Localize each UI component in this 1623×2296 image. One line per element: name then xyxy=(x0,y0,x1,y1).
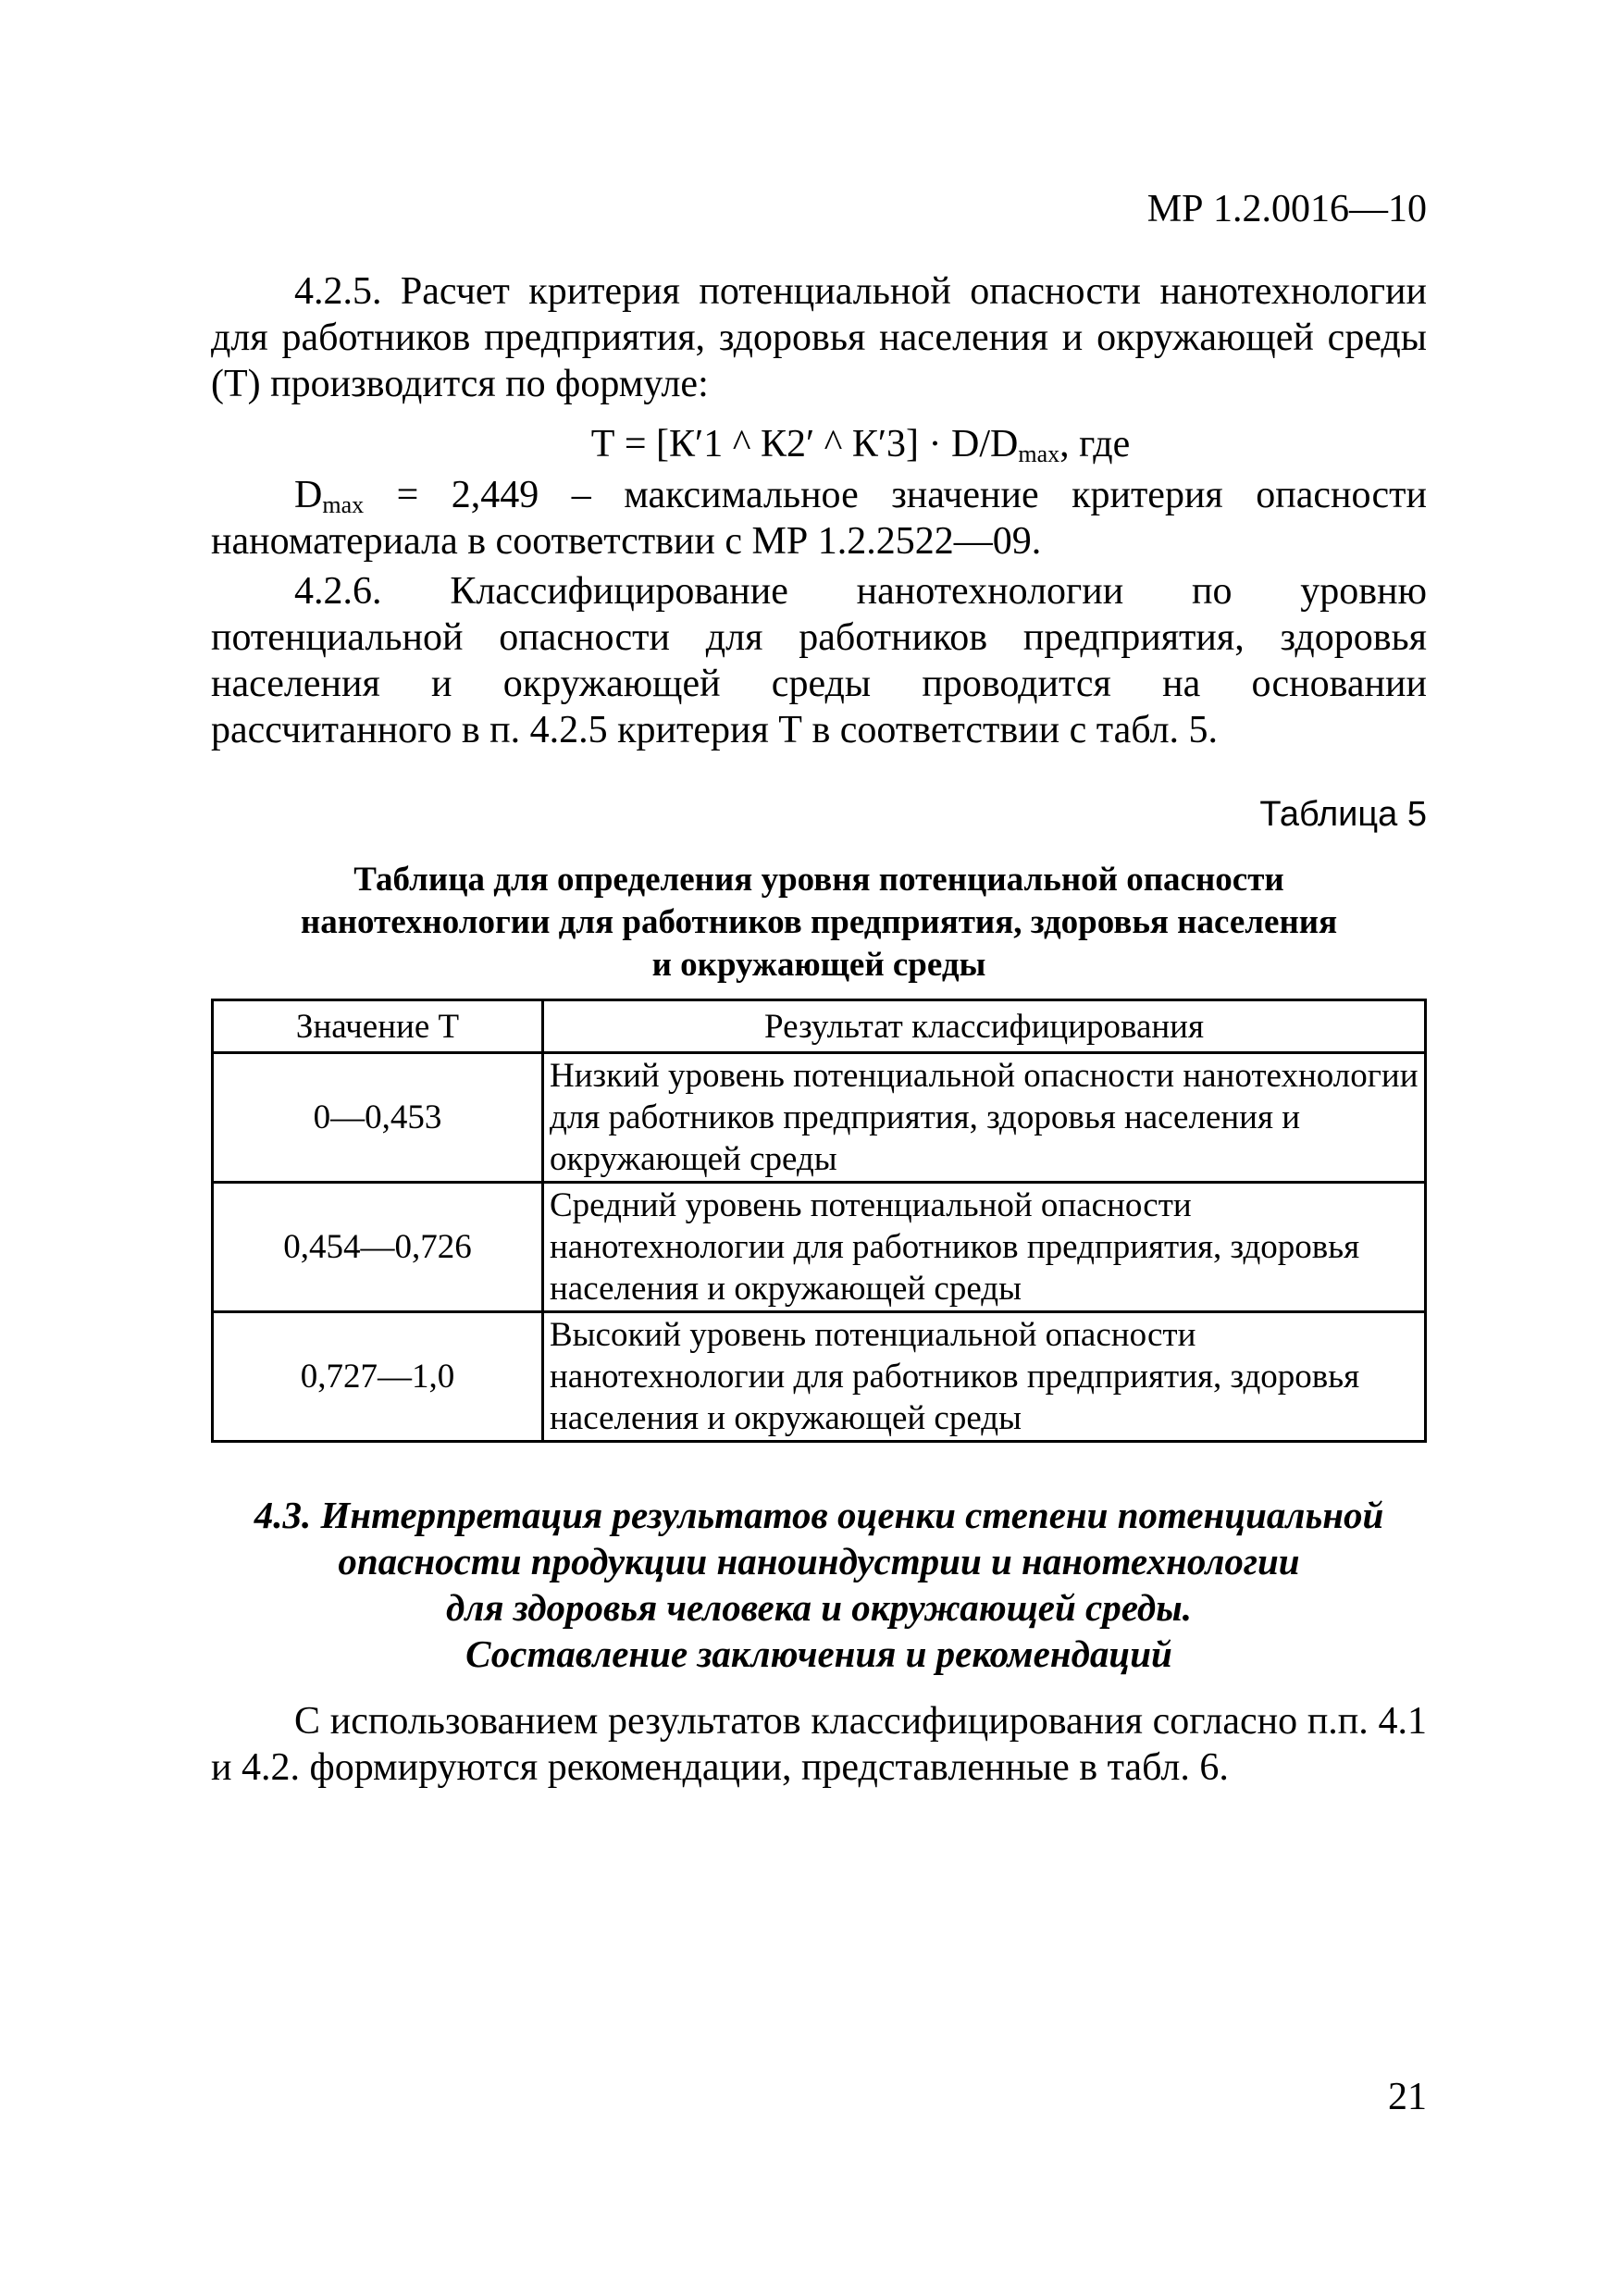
dmax-subscript: max xyxy=(322,491,365,518)
table-row xyxy=(213,1053,1426,1183)
paragraph-4-3: С использованием результатов классифицирования согласно п.п. 4.1 и 4.2. формируются рекомендации, представленные в табл. 6. xyxy=(211,1700,1427,1789)
table-number: Таблица 5 xyxy=(1259,795,1427,834)
cell-value: 0,454—0,726 xyxy=(213,1183,543,1312)
paragraph-4-2-5: 4.2.5. Расчет критерия потенциальной опасности нанотехнологии для работников предприятия, здоровья населения и окружающей среды (Т) производится по формуле: xyxy=(211,270,1427,405)
heading-line: 4.3. Интерпретация результатов оценки степени потенциальной xyxy=(254,1494,1384,1536)
table-header-row xyxy=(213,1000,1426,1053)
heading-line: для здоровья человека и окружающей среды. xyxy=(446,1586,1192,1629)
table-row xyxy=(213,1312,1426,1442)
table-title xyxy=(211,859,1427,987)
classification-table xyxy=(211,999,1427,1443)
table-title-line: нанотехнологии для работников предприятия, здоровья населения xyxy=(300,903,1338,941)
table-title-line: Таблица для определения уровня потенциальной опасности xyxy=(353,861,1284,899)
formula-prefix: Т = [К′1 ^ К2′ ^ К′3] · D/D xyxy=(590,423,1019,465)
section-heading-4-3 xyxy=(211,1492,1427,1677)
dmax-text: = 2,449 – максимальное значение критерия опасности наноматериала в соответствии с МР 1.2.2522—09. xyxy=(211,474,1427,563)
heading-line: опасности продукции наноиндустрии и нанотехнологии xyxy=(338,1540,1300,1582)
cell-value: 0—0,453 xyxy=(213,1053,543,1183)
table-title-line: и окружающей среды xyxy=(651,946,986,984)
formula-t xyxy=(211,421,1427,467)
formula-suffix: , где xyxy=(1059,423,1131,465)
paragraph-4-2-6: 4.2.6. Классифицирование нанотехнологии по уровню потенциальной опасности для работников предприятия, здоровья населения и окружающей среды проводится на основании рассчитанного в п. 4.2.5 критерия Т в соответствии с табл. 5. xyxy=(211,570,1427,751)
column-header-result: Результат классифицирования xyxy=(543,1000,1426,1053)
cell-result: Средний уровень потенциальной опасности нанотехнологии для работников предприятия, здоровья населения и окружающей среды xyxy=(543,1183,1426,1312)
page-number: 21 xyxy=(1388,2076,1427,2118)
cell-value: 0,727—1,0 xyxy=(213,1312,543,1442)
heading-line: Составление заключения и рекомендаций xyxy=(465,1632,1172,1675)
formula-subscript: max xyxy=(1018,441,1060,467)
table-row xyxy=(213,1183,1426,1312)
column-header-value: Значение Т xyxy=(213,1000,543,1053)
document-code: МР 1.2.0016—10 xyxy=(1146,188,1427,230)
cell-result: Высокий уровень потенциальной опасности нанотехнологии для работников предприятия, здоровья населения и окружающей среды xyxy=(543,1312,1426,1442)
cell-result: Низкий уровень потенциальной опасности нанотехнологии для работников предприятия, здоровья населения и окружающей среды xyxy=(543,1053,1426,1183)
dmax-symbol: D xyxy=(294,474,323,516)
paragraph-dmax xyxy=(211,472,1427,565)
